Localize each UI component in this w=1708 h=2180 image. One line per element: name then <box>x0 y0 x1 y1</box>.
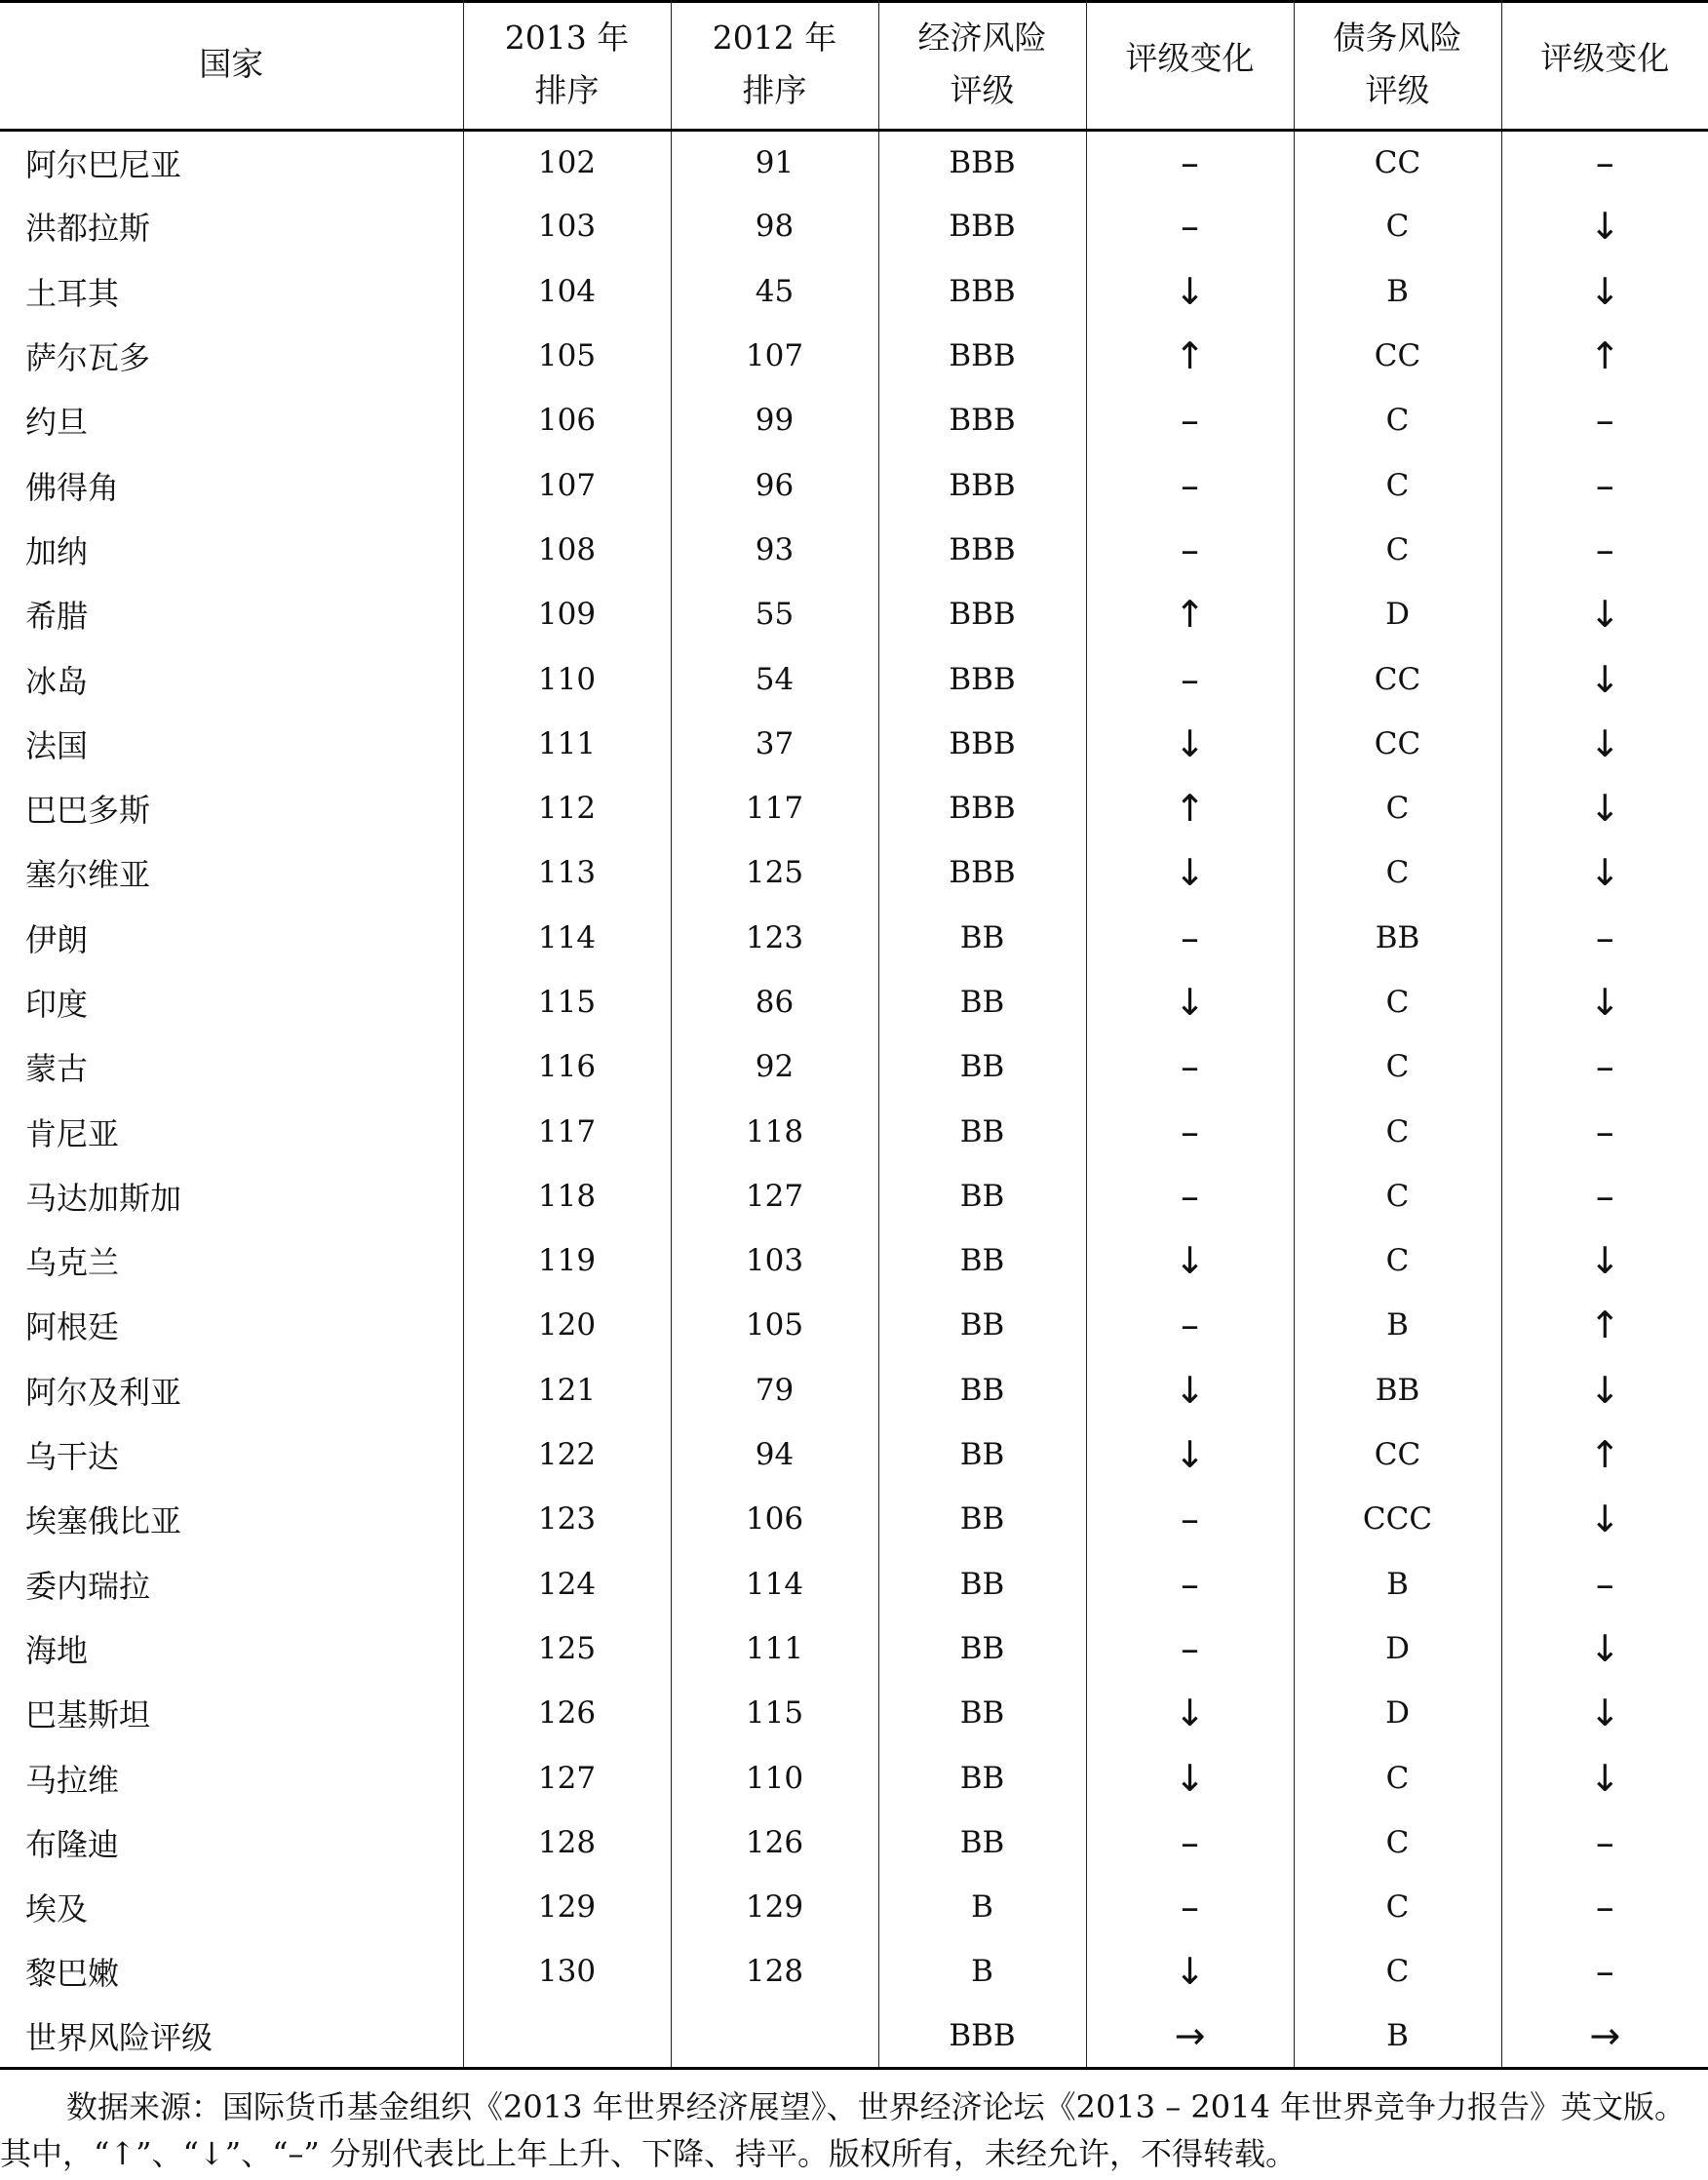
cell-debt-rating-change: – <box>1501 1552 1708 1616</box>
table-header-row <box>0 0 1708 130</box>
cell-economic-risk-rating: BBB <box>878 582 1086 646</box>
cell-debt-rating-change: – <box>1501 906 1708 970</box>
legend-note: 其中，“↑”、“↓”、“–” 分别代表比上年上升、下降、持平。版权所有，未经允许，不得转载。 <box>0 2135 1297 2172</box>
cell-economic-risk-rating: BB <box>878 1552 1086 1616</box>
cell-debt-risk-rating: BB <box>1294 1358 1501 1422</box>
cell-debt-rating-change: ↓ <box>1501 1681 1708 1745</box>
cell-economic-rating-change: – <box>1086 646 1294 711</box>
cell-economic-rating-change: ↑ <box>1086 324 1294 388</box>
cell-country: 海地 <box>25 1631 89 1669</box>
cell-rank-2012: 86 <box>671 970 878 1034</box>
cell-debt-risk-rating: B <box>1294 259 1501 324</box>
cell-rank-2013: 109 <box>463 582 671 646</box>
cell-economic-risk-rating: BBB <box>878 776 1086 840</box>
cell-rank-2012: 91 <box>671 130 878 194</box>
cell-debt-rating-change: – <box>1501 452 1708 517</box>
cell-country: 乌干达 <box>25 1438 120 1476</box>
cell-debt-risk-rating: C <box>1294 388 1501 452</box>
table-row <box>0 1228 1708 1293</box>
cell-economic-rating-change: – <box>1086 130 1294 194</box>
cell-rank-2012: 45 <box>671 259 878 324</box>
cell-economic-risk-rating: BBB <box>878 259 1086 324</box>
cell-rank-2012: 96 <box>671 452 878 517</box>
cell-debt-risk-rating: C <box>1294 776 1501 840</box>
table-row <box>0 840 1708 905</box>
cell-debt-risk-rating: C <box>1294 970 1501 1034</box>
cell-country: 阿尔及利亚 <box>25 1373 182 1411</box>
cell-debt-rating-change: ↓ <box>1501 970 1708 1034</box>
cell-economic-rating-change: – <box>1086 906 1294 970</box>
table-row <box>0 906 1708 970</box>
cell-rank-2013: 119 <box>463 1228 671 1293</box>
cell-rank-2012: 114 <box>671 1552 878 1616</box>
cell-country: 蒙古 <box>25 1050 89 1088</box>
cell-rank-2012: 105 <box>671 1293 878 1357</box>
cell-economic-risk-rating: BB <box>878 1487 1086 1551</box>
table-row <box>0 646 1708 711</box>
cell-debt-rating-change: – <box>1501 1939 1708 2004</box>
cell-rank-2013: 121 <box>463 1358 671 1422</box>
cell-debt-rating-change: – <box>1501 130 1708 194</box>
cell-rank-2012: 128 <box>671 1939 878 2004</box>
cell-economic-rating-change: – <box>1086 1487 1294 1551</box>
table-row <box>0 712 1708 776</box>
cell-rank-2013: 110 <box>463 646 671 711</box>
cell-rank-2012: 103 <box>671 1228 878 1293</box>
cell-economic-rating-change: ↓ <box>1086 1745 1294 1810</box>
cell-country: 巴基斯坦 <box>25 1696 151 1734</box>
cell-debt-risk-rating: B <box>1294 1293 1501 1357</box>
table-row <box>0 1616 1708 1681</box>
table-row <box>0 1939 1708 2004</box>
cell-country: 佛得角 <box>25 468 120 506</box>
table-row <box>0 130 1708 194</box>
cell-country: 法国 <box>25 726 89 764</box>
cell-rank-2013 <box>463 2005 671 2069</box>
cell-debt-risk-rating: C <box>1294 840 1501 905</box>
cell-rank-2013: 106 <box>463 388 671 452</box>
cell-rank-2013: 112 <box>463 776 671 840</box>
cell-rank-2012 <box>671 2005 878 2069</box>
table-row <box>0 1745 1708 1810</box>
cell-rank-2013: 108 <box>463 518 671 582</box>
cell-debt-rating-change: ↓ <box>1501 1358 1708 1422</box>
cell-rank-2013: 129 <box>463 1875 671 1939</box>
cell-economic-risk-rating: BB <box>878 1358 1086 1422</box>
cell-debt-risk-rating: CC <box>1294 324 1501 388</box>
cell-country: 加纳 <box>25 532 89 570</box>
table-row <box>0 1422 1708 1487</box>
cell-economic-rating-change: ↓ <box>1086 259 1294 324</box>
cell-country: 阿尔巴尼亚 <box>25 145 182 183</box>
cell-economic-risk-rating: B <box>878 1875 1086 1939</box>
cell-rank-2012: 79 <box>671 1358 878 1422</box>
cell-economic-risk-rating: BBB <box>878 194 1086 258</box>
cell-economic-rating-change: → <box>1086 2005 1294 2069</box>
table-row <box>0 1487 1708 1551</box>
cell-country: 土耳其 <box>25 274 120 312</box>
table-row <box>0 324 1708 388</box>
cell-country: 埃及 <box>25 1890 89 1928</box>
cell-economic-rating-change: – <box>1086 1034 1294 1099</box>
cell-debt-risk-rating: B <box>1294 2005 1501 2069</box>
cell-debt-rating-change: ↓ <box>1501 776 1708 840</box>
table-row <box>0 1099 1708 1163</box>
cell-debt-risk-rating: C <box>1294 194 1501 258</box>
cell-economic-rating-change: – <box>1086 1810 1294 1875</box>
cell-rank-2012: 125 <box>671 840 878 905</box>
source-note: 数据来源：国际货币基金组织《2013 年世界经济展望》、世界经济论坛《2013 – 2014 年世界竞争力报告》英文版。 <box>66 2088 1687 2125</box>
cell-economic-risk-rating: BBB <box>878 388 1086 452</box>
cell-rank-2013: 114 <box>463 906 671 970</box>
table-row <box>0 1164 1708 1228</box>
cell-economic-rating-change: – <box>1086 1099 1294 1163</box>
cell-country: 世界风险评级 <box>0 2005 463 2069</box>
cell-rank-2013: 130 <box>463 1939 671 2004</box>
cell-rank-2012: 107 <box>671 324 878 388</box>
cell-debt-risk-rating: C <box>1294 1164 1501 1228</box>
table-row <box>0 518 1708 582</box>
cell-country: 黎巴嫩 <box>25 1955 120 1993</box>
cell-debt-rating-change: ↓ <box>1501 1487 1708 1551</box>
cell-debt-risk-rating: C <box>1294 1875 1501 1939</box>
cell-country: 马达加斯加 <box>25 1179 182 1217</box>
cell-economic-rating-change: ↓ <box>1086 1422 1294 1487</box>
cell-rank-2013: 116 <box>463 1034 671 1099</box>
cell-economic-risk-rating: BB <box>878 1810 1086 1875</box>
cell-economic-risk-rating: BB <box>878 1616 1086 1681</box>
header-rank-2012: 2012 年 排序 <box>671 0 878 130</box>
cell-country: 阿根廷 <box>25 1308 120 1346</box>
cell-rank-2012: 106 <box>671 1487 878 1551</box>
cell-debt-rating-change: – <box>1501 1875 1708 1939</box>
cell-debt-risk-rating: BB <box>1294 906 1501 970</box>
cell-rank-2012: 99 <box>671 388 878 452</box>
cell-economic-rating-change: ↑ <box>1086 582 1294 646</box>
cell-country: 伊朗 <box>25 920 89 958</box>
cell-rank-2012: 98 <box>671 194 878 258</box>
cell-debt-risk-rating: CC <box>1294 712 1501 776</box>
table-row <box>0 1293 1708 1357</box>
table-row <box>0 452 1708 517</box>
cell-rank-2012: 115 <box>671 1681 878 1745</box>
cell-debt-risk-rating: D <box>1294 582 1501 646</box>
cell-economic-risk-rating: BB <box>878 1293 1086 1357</box>
cell-economic-rating-change: ↓ <box>1086 1358 1294 1422</box>
cell-debt-rating-change: ↓ <box>1501 1228 1708 1293</box>
cell-debt-risk-rating: D <box>1294 1616 1501 1681</box>
cell-economic-risk-rating: BB <box>878 970 1086 1034</box>
table-row <box>0 582 1708 646</box>
cell-rank-2012: 126 <box>671 1810 878 1875</box>
cell-debt-risk-rating: C <box>1294 1745 1501 1810</box>
cell-debt-rating-change: – <box>1501 1810 1708 1875</box>
cell-debt-rating-change: – <box>1501 1034 1708 1099</box>
table-row <box>0 1034 1708 1099</box>
table-row <box>0 1681 1708 1745</box>
table-row <box>0 1810 1708 1875</box>
header-rank-2013: 2013 年 排序 <box>463 0 671 130</box>
cell-debt-risk-rating: C <box>1294 518 1501 582</box>
cell-rank-2013: 115 <box>463 970 671 1034</box>
cell-rank-2012: 37 <box>671 712 878 776</box>
cell-debt-rating-change: – <box>1501 518 1708 582</box>
cell-economic-rating-change: – <box>1086 1164 1294 1228</box>
cell-rank-2013: 111 <box>463 712 671 776</box>
cell-economic-rating-change: ↓ <box>1086 712 1294 776</box>
cell-economic-risk-rating: BBB <box>878 452 1086 517</box>
cell-economic-risk-rating: BB <box>878 1228 1086 1293</box>
cell-economic-risk-rating: BB <box>878 1099 1086 1163</box>
cell-economic-rating-change: – <box>1086 1616 1294 1681</box>
cell-country: 萨尔瓦多 <box>25 339 151 377</box>
cell-debt-risk-rating: C <box>1294 1034 1501 1099</box>
cell-debt-risk-rating: CC <box>1294 646 1501 711</box>
cell-economic-risk-rating: BB <box>878 1034 1086 1099</box>
cell-debt-rating-change: ↓ <box>1501 259 1708 324</box>
cell-debt-rating-change: ↓ <box>1501 646 1708 711</box>
cell-rank-2012: 55 <box>671 582 878 646</box>
cell-rank-2013: 124 <box>463 1552 671 1616</box>
cell-rank-2013: 127 <box>463 1745 671 1810</box>
cell-debt-rating-change: – <box>1501 388 1708 452</box>
cell-country: 约旦 <box>25 404 89 442</box>
cell-country: 马拉维 <box>25 1761 120 1799</box>
cell-economic-risk-rating: BBB <box>878 712 1086 776</box>
cell-economic-risk-rating: BB <box>878 1681 1086 1745</box>
cell-country: 塞尔维亚 <box>25 856 151 894</box>
header-economic-risk-rating: 经济风险 评级 <box>878 0 1086 130</box>
cell-economic-risk-rating: BB <box>878 1164 1086 1228</box>
cell-debt-rating-change: – <box>1501 1164 1708 1228</box>
table-row <box>0 1358 1708 1422</box>
cell-rank-2013: 113 <box>463 840 671 905</box>
cell-rank-2013: 122 <box>463 1422 671 1487</box>
cell-debt-rating-change: ↑ <box>1501 1422 1708 1487</box>
cell-country: 布隆迪 <box>25 1825 120 1863</box>
cell-rank-2012: 94 <box>671 1422 878 1487</box>
cell-economic-risk-rating: BBB <box>878 2005 1086 2069</box>
cell-country: 巴巴多斯 <box>25 792 151 830</box>
cell-debt-rating-change: ↓ <box>1501 1616 1708 1681</box>
cell-debt-rating-change: ↓ <box>1501 194 1708 258</box>
cell-economic-rating-change: ↓ <box>1086 1228 1294 1293</box>
cell-rank-2013: 105 <box>463 324 671 388</box>
cell-rank-2012: 93 <box>671 518 878 582</box>
cell-rank-2013: 107 <box>463 452 671 517</box>
header-economic-rating-change: 评级变化 <box>1086 0 1294 130</box>
cell-debt-risk-rating: CCC <box>1294 1487 1501 1551</box>
cell-rank-2013: 118 <box>463 1164 671 1228</box>
cell-rank-2013: 117 <box>463 1099 671 1163</box>
cell-country: 乌克兰 <box>25 1244 120 1282</box>
cell-economic-risk-rating: BBB <box>878 518 1086 582</box>
table-row <box>0 388 1708 452</box>
cell-debt-rating-change: ↑ <box>1501 324 1708 388</box>
cell-rank-2013: 123 <box>463 1487 671 1551</box>
cell-rank-2013: 102 <box>463 130 671 194</box>
cell-rank-2013: 126 <box>463 1681 671 1745</box>
cell-rank-2012: 110 <box>671 1745 878 1810</box>
cell-debt-risk-rating: D <box>1294 1681 1501 1745</box>
table-row <box>0 1875 1708 1939</box>
cell-debt-rating-change: ↓ <box>1501 712 1708 776</box>
cell-rank-2013: 120 <box>463 1293 671 1357</box>
cell-economic-risk-rating: B <box>878 1939 1086 2004</box>
cell-country: 印度 <box>25 986 89 1023</box>
cell-economic-rating-change: – <box>1086 1552 1294 1616</box>
cell-economic-rating-change: ↓ <box>1086 1681 1294 1745</box>
cell-rank-2012: 118 <box>671 1099 878 1163</box>
cell-debt-risk-rating: C <box>1294 452 1501 517</box>
cell-rank-2013: 104 <box>463 259 671 324</box>
cell-debt-rating-change: ↑ <box>1501 1293 1708 1357</box>
cell-debt-risk-rating: CC <box>1294 1422 1501 1487</box>
cell-debt-risk-rating: C <box>1294 1810 1501 1875</box>
cell-rank-2013: 103 <box>463 194 671 258</box>
table-row <box>0 1552 1708 1616</box>
cell-rank-2012: 123 <box>671 906 878 970</box>
header-debt-risk-rating: 债务风险 评级 <box>1294 0 1501 130</box>
cell-economic-risk-rating: BB <box>878 906 1086 970</box>
cell-rank-2012: 117 <box>671 776 878 840</box>
table-row <box>0 970 1708 1034</box>
cell-country: 洪都拉斯 <box>25 210 151 248</box>
cell-economic-rating-change: – <box>1086 452 1294 517</box>
cell-debt-risk-rating: C <box>1294 1939 1501 2004</box>
cell-country: 埃塞俄比亚 <box>25 1502 182 1540</box>
cell-debt-rating-change: → <box>1501 2005 1708 2069</box>
cell-economic-rating-change: – <box>1086 518 1294 582</box>
cell-economic-risk-rating: BBB <box>878 646 1086 711</box>
cell-economic-rating-change: ↓ <box>1086 1939 1294 2004</box>
cell-debt-risk-rating: CC <box>1294 130 1501 194</box>
cell-debt-rating-change: ↓ <box>1501 840 1708 905</box>
cell-economic-rating-change: ↑ <box>1086 776 1294 840</box>
cell-rank-2013: 128 <box>463 1810 671 1875</box>
cell-debt-risk-rating: C <box>1294 1099 1501 1163</box>
cell-rank-2012: 111 <box>671 1616 878 1681</box>
table-row <box>0 776 1708 840</box>
table-row <box>0 2005 1708 2069</box>
cell-economic-risk-rating: BB <box>878 1422 1086 1487</box>
cell-debt-rating-change: – <box>1501 1099 1708 1163</box>
cell-economic-risk-rating: BB <box>878 1745 1086 1810</box>
cell-debt-rating-change: ↓ <box>1501 1745 1708 1810</box>
cell-rank-2012: 129 <box>671 1875 878 1939</box>
header-country: 国家 <box>0 0 463 130</box>
cell-economic-rating-change: – <box>1086 1875 1294 1939</box>
cell-debt-risk-rating: B <box>1294 1552 1501 1616</box>
cell-country: 肯尼亚 <box>25 1114 120 1152</box>
cell-economic-risk-rating: BBB <box>878 840 1086 905</box>
header-debt-rating-change: 评级变化 <box>1501 0 1708 130</box>
cell-rank-2012: 92 <box>671 1034 878 1099</box>
cell-economic-rating-change: – <box>1086 388 1294 452</box>
cell-country: 希腊 <box>25 598 89 636</box>
cell-rank-2012: 127 <box>671 1164 878 1228</box>
cell-country: 冰岛 <box>25 662 89 700</box>
cell-debt-risk-rating: C <box>1294 1228 1501 1293</box>
cell-country: 委内瑞拉 <box>25 1567 151 1605</box>
cell-economic-risk-rating: BBB <box>878 324 1086 388</box>
cell-economic-rating-change: – <box>1086 1293 1294 1357</box>
cell-rank-2012: 54 <box>671 646 878 711</box>
table-row <box>0 194 1708 258</box>
cell-debt-rating-change: ↓ <box>1501 582 1708 646</box>
cell-rank-2013: 125 <box>463 1616 671 1681</box>
table-row <box>0 259 1708 324</box>
cell-economic-rating-change: ↓ <box>1086 840 1294 905</box>
cell-economic-rating-change: – <box>1086 194 1294 258</box>
cell-economic-rating-change: ↓ <box>1086 970 1294 1034</box>
cell-economic-risk-rating: BBB <box>878 130 1086 194</box>
